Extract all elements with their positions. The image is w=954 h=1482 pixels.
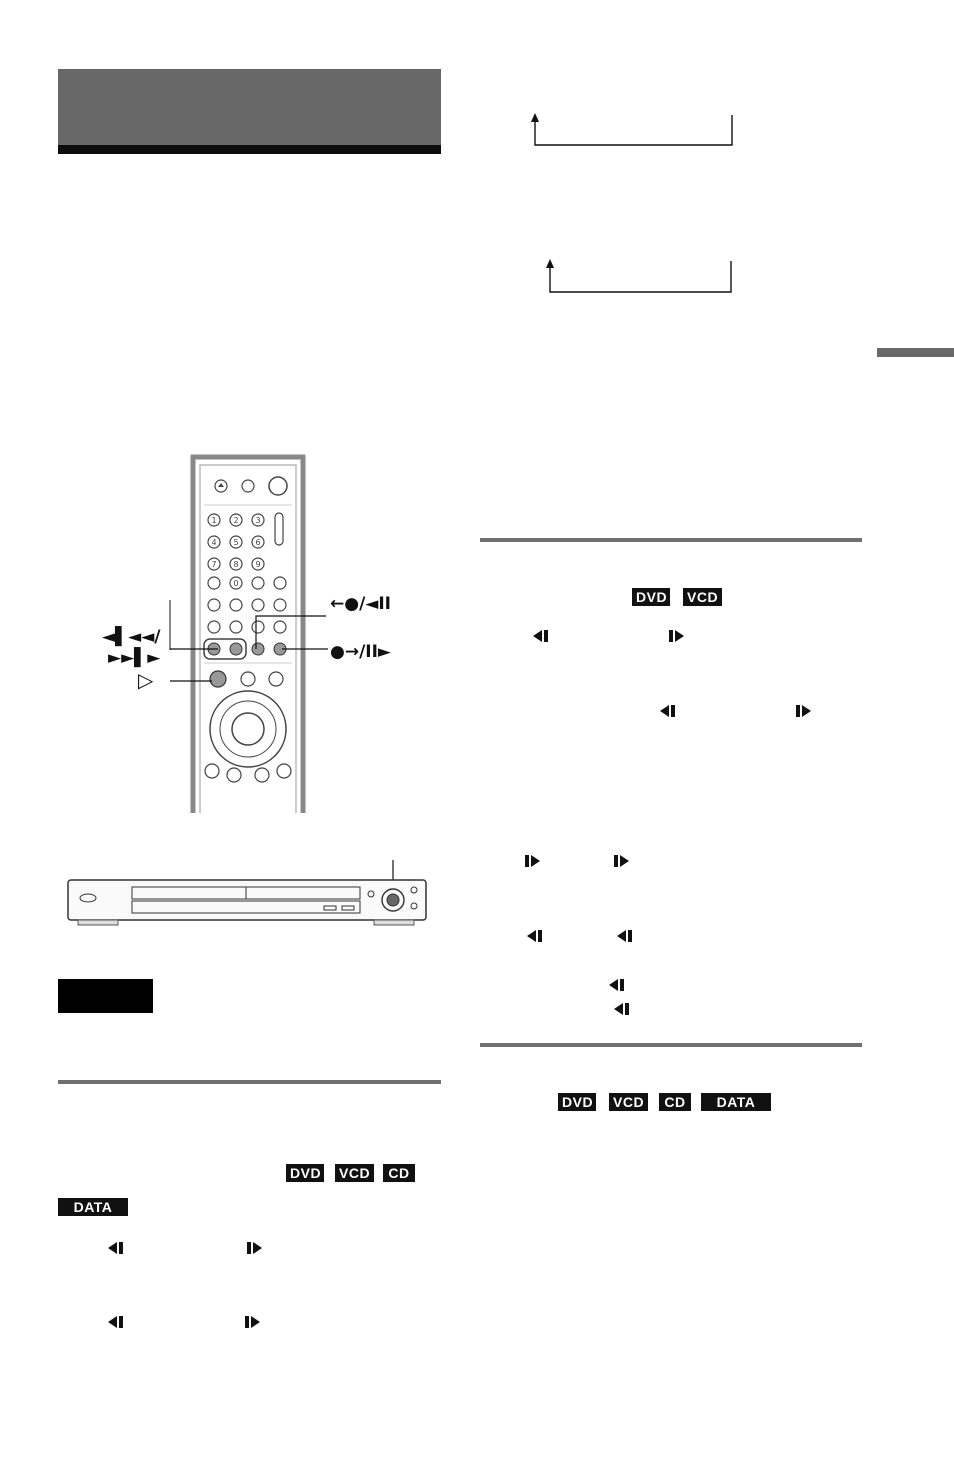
step-back-icon <box>108 1242 123 1254</box>
remote-number-label: 2 <box>233 516 239 525</box>
remote-number-label: 6 <box>255 538 261 547</box>
step-back-icon <box>108 1316 123 1328</box>
label-slow-back-scan: ◄▌◄◄/ <box>102 627 161 647</box>
step-forward-icon <box>614 855 629 867</box>
step-forward-icon <box>796 705 811 717</box>
badge-dvd: DVD <box>558 1093 596 1111</box>
remote-number-label: 1 <box>211 516 217 525</box>
remote-number-label: 5 <box>233 538 239 547</box>
badge-vcd: VCD <box>609 1093 648 1111</box>
step-back-icon <box>660 705 675 717</box>
badge-cd: CD <box>383 1164 415 1182</box>
remote-number-label: 9 <box>255 560 261 569</box>
remote-number-label: 3 <box>255 516 261 525</box>
step-forward-icon <box>669 630 684 642</box>
badge-dvd: DVD <box>286 1164 324 1182</box>
remote-number-label: 7 <box>211 560 217 569</box>
label-replay-step: ←●/◄II <box>330 594 392 614</box>
step-back-icon <box>609 979 624 991</box>
step-forward-icon <box>525 855 540 867</box>
remote-number-label: 4 <box>211 538 217 547</box>
step-back-icon <box>614 1003 629 1015</box>
step-forward-icon <box>247 1242 262 1254</box>
remote-number-label: 8 <box>233 560 239 569</box>
badge-dvd: DVD <box>632 588 670 606</box>
label-slow-forward-scan: ►►▌► <box>108 648 161 668</box>
step-forward-icon <box>245 1316 260 1328</box>
step-back-icon <box>617 930 632 942</box>
badge-data-cd: DATA CD <box>701 1093 771 1111</box>
badge-cd: CD <box>659 1093 691 1111</box>
badge-data-cd: DATA CD <box>58 1198 128 1216</box>
label-advance-step: ●→/II► <box>330 642 392 662</box>
step-back-icon <box>527 930 542 942</box>
label-play: ▷ <box>138 668 154 692</box>
badge-vcd: VCD <box>683 588 722 606</box>
badge-vcd: VCD <box>335 1164 374 1182</box>
step-back-icon <box>533 630 548 642</box>
remote-number-label: 0 <box>233 579 239 588</box>
